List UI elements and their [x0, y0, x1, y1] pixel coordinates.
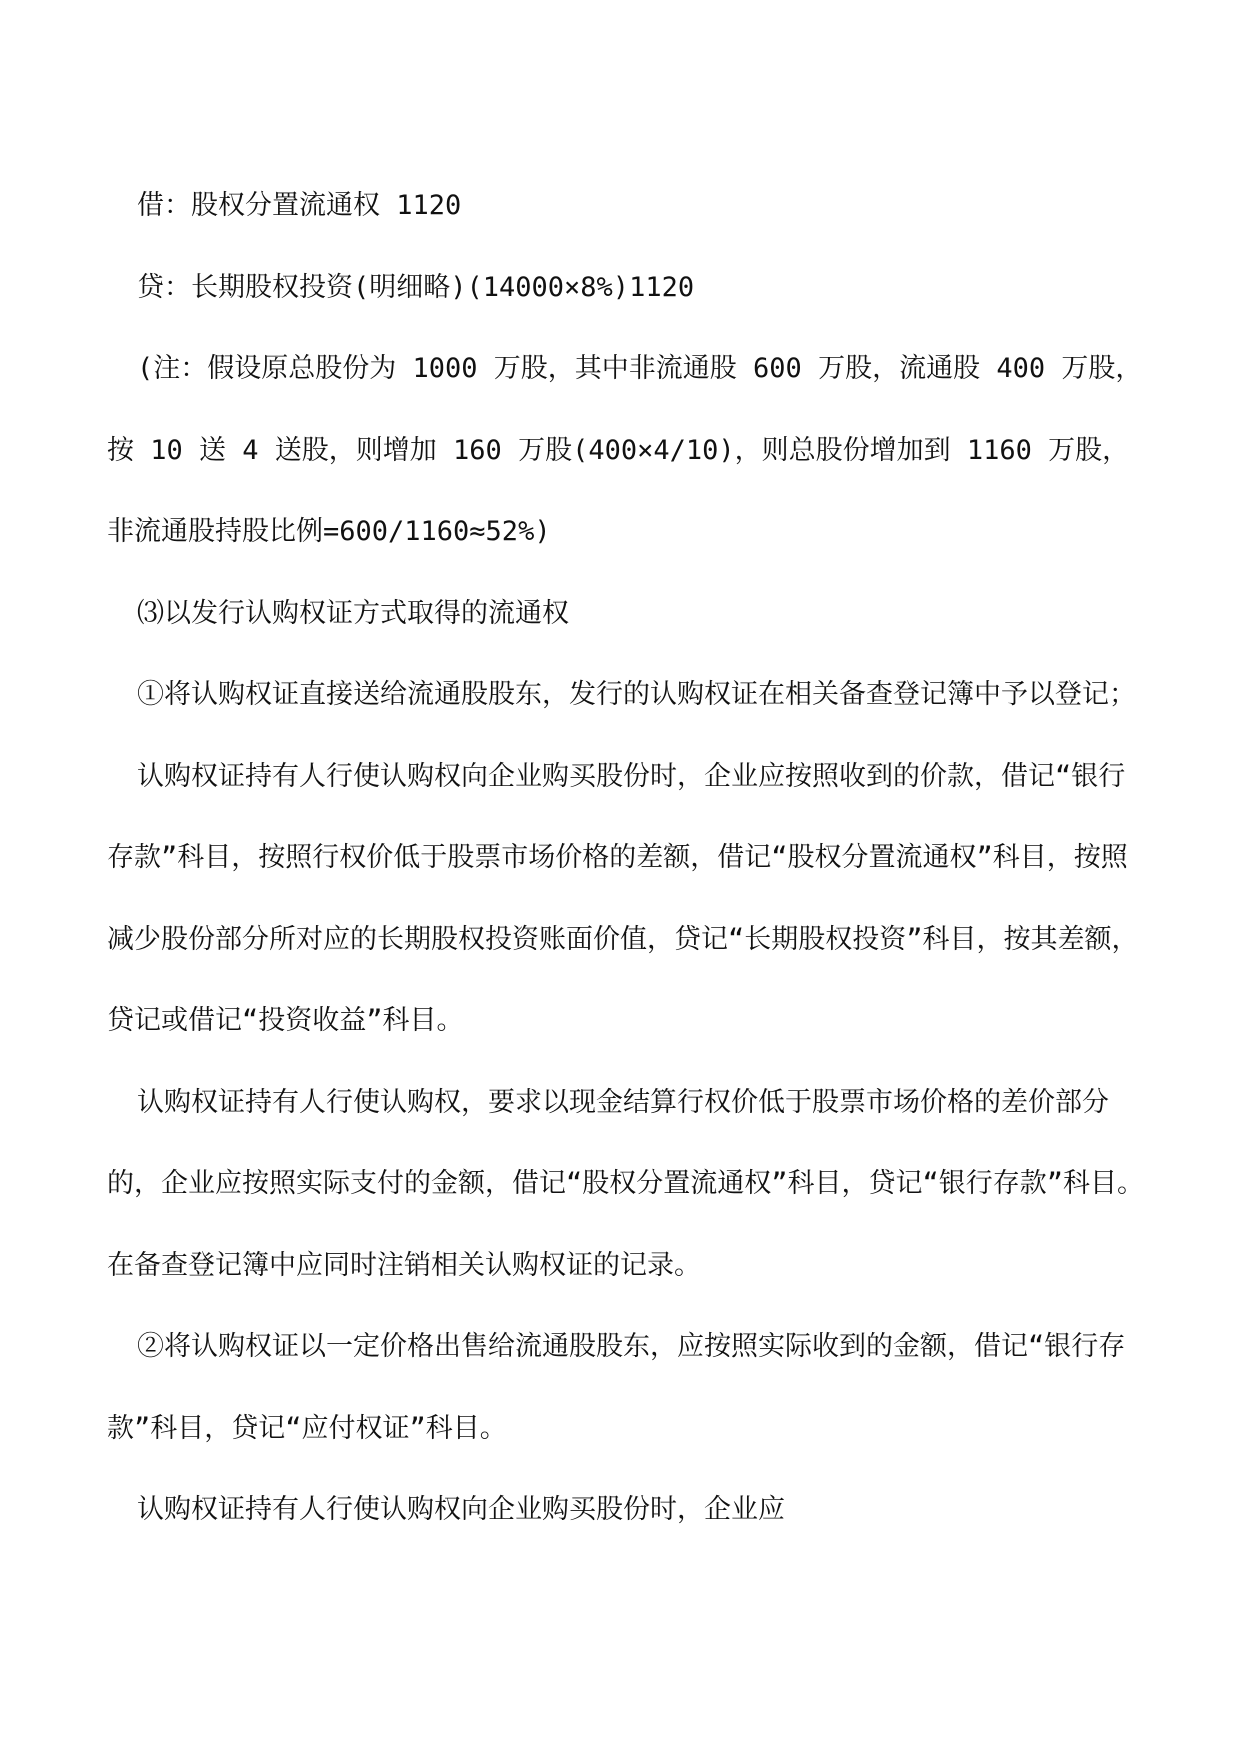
paragraph-truncated: 认购权证持有人行使认购权向企业购买股份时，企业应	[137, 1494, 785, 1525]
note-paragraph: (注：假设原总股份为 1000 万股，其中非流通股 600 万股，流通股 400 万股，按 10 送 4 送股，则增加 160 万股(400×4/10)，则总股份增加到 1160 万股，非流通股持股比例=600/1160≈52%)	[107, 353, 1143, 547]
paragraph-exercise-purchase: 认购权证持有人行使认购权向企业购买股份时，企业应按照收到的价款，借记“银行存款”科目，按照行权价低于股票市场价格的差额，借记“股权分置流通权”科目，按照减少股份部分所对应的长期股权投资账面价值，贷记“长期股权投资”科目，按其差额，贷记或借记“投资收益”科目。	[107, 760, 1139, 1036]
section-heading: ⑶以发行认购权证方式取得的流通权	[137, 597, 569, 629]
document-body	[107, 165, 1147, 1551]
journal-entry-credit: 贷：长期股权投资(明细略)(14000×8%)1120	[137, 271, 695, 303]
paragraph-item-1: ①将认购权证直接送给流通股股东，发行的认购权证在相关备查登记簿中予以登记；	[137, 679, 1136, 710]
paragraph-exercise-cash-settlement: 认购权证持有人行使认购权，要求以现金结算行权价低于股票市场价格的差价部分的，企业应按照实际支付的金额，借记“股权分置流通权”科目，贷记“银行存款”科目。在备查登记簿中应同时注销相关认购权证的记录。	[107, 1086, 1145, 1281]
paragraph-item-2: ②将认购权证以一定价格出售给流通股股东，应按照实际收到的金额，借记“银行存款”科目，贷记“应付权证”科目。	[107, 1331, 1126, 1444]
journal-entry-debit: 借：股权分置流通权 1120	[137, 190, 462, 221]
